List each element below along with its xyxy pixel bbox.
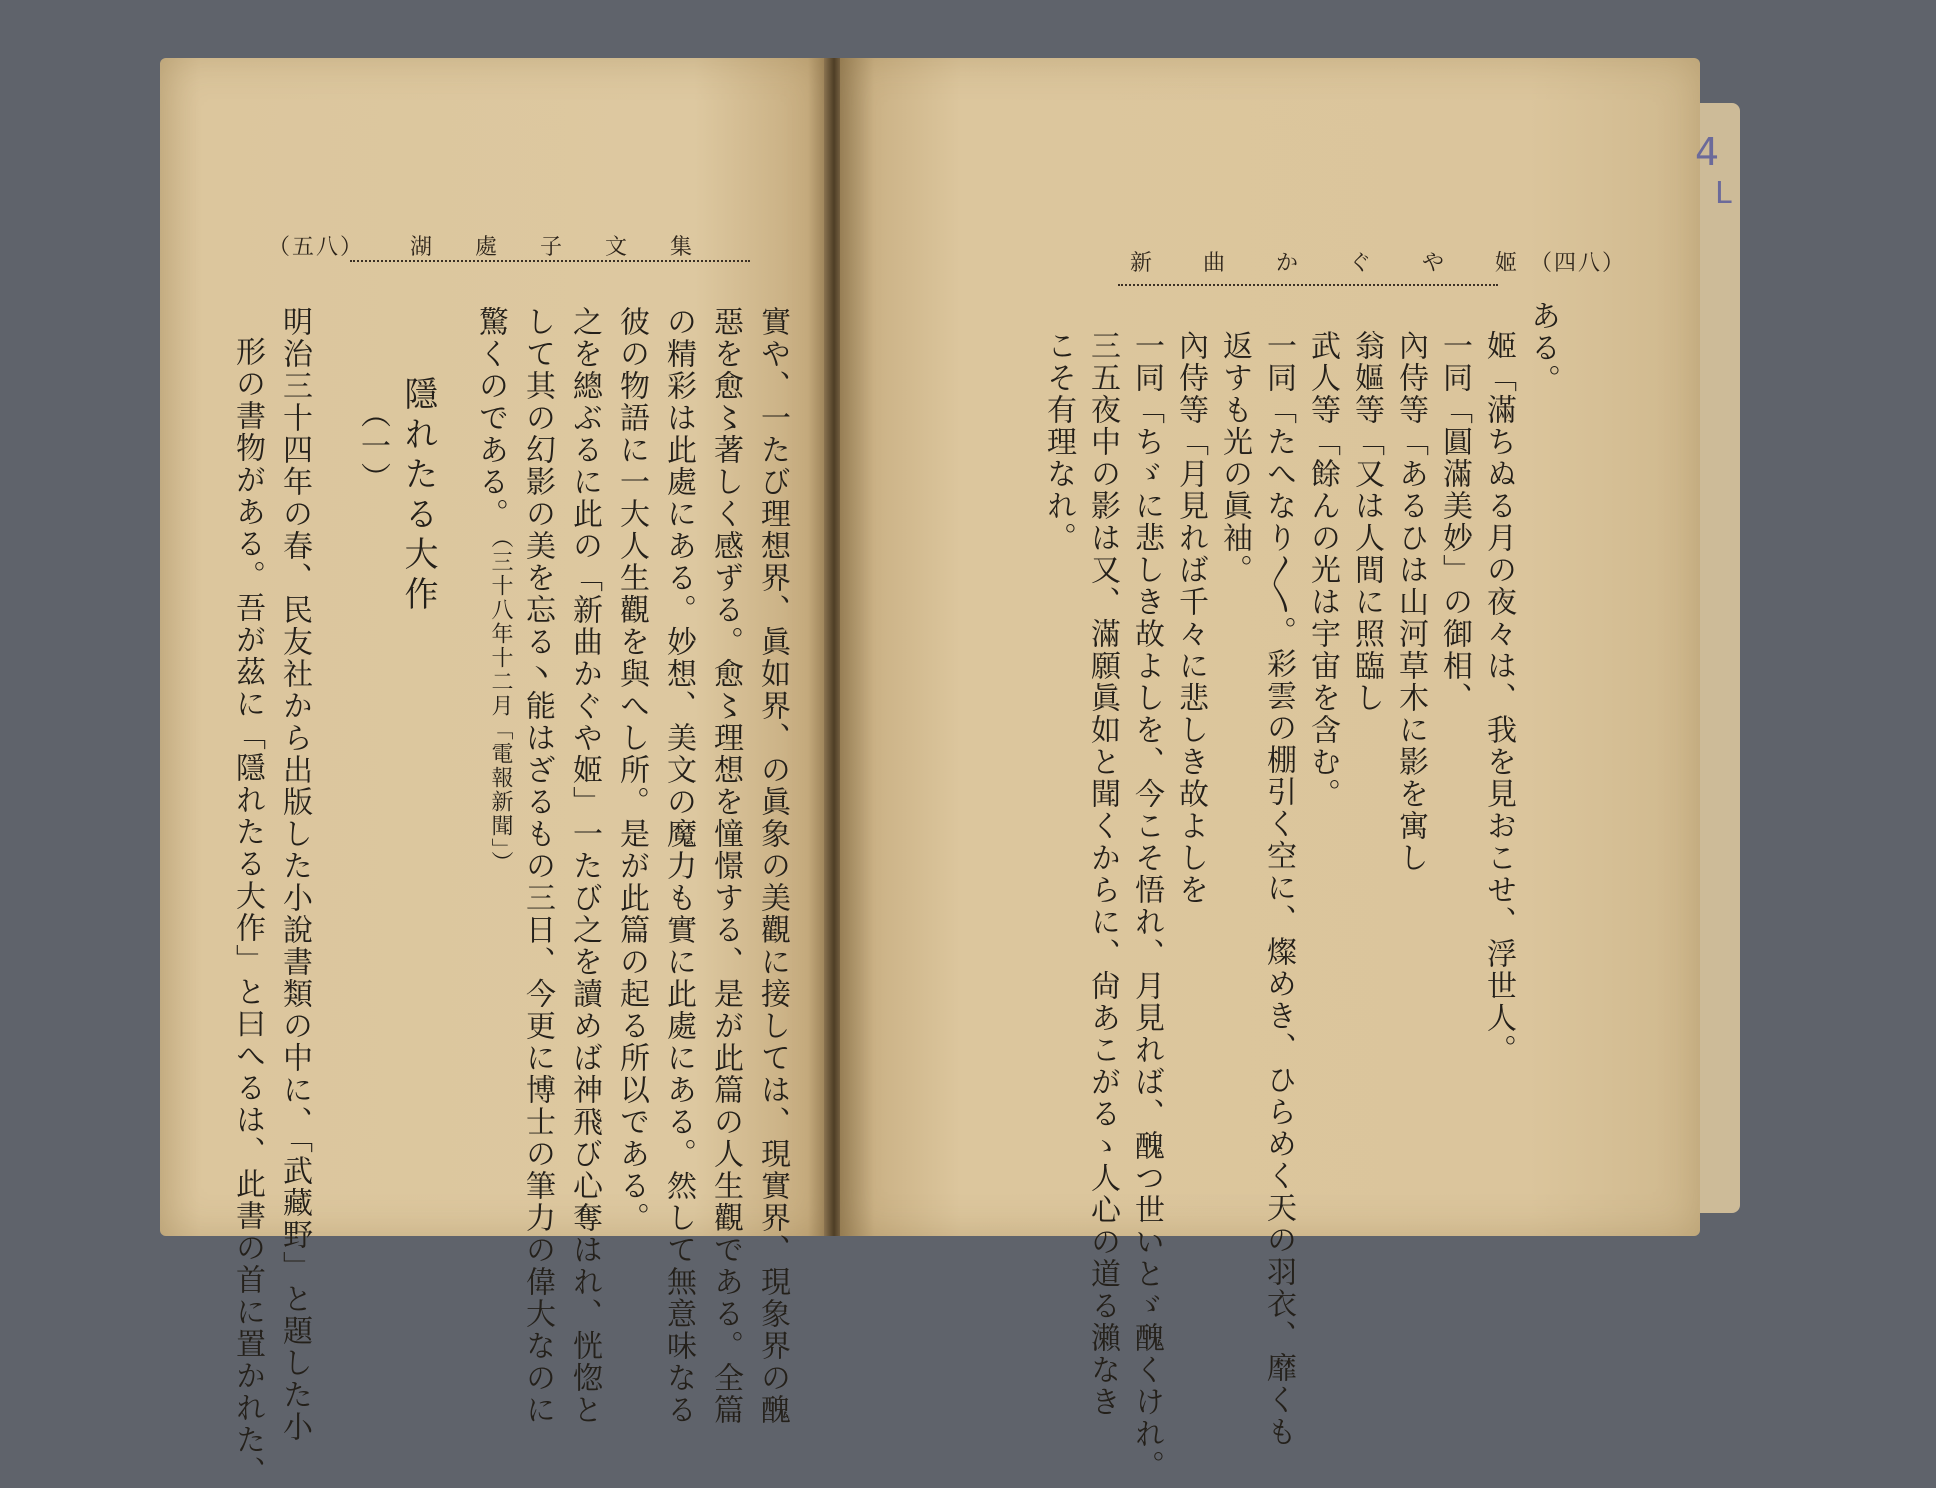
left-running-title: 湖 處 子 文 集	[410, 235, 710, 260]
handwritten-mark: ᒪ	[1715, 176, 1732, 211]
text-column: 三五夜中の影は又、滿願眞如と聞くからに、尙あこがるゝ人心の道る瀨なき	[1085, 330, 1120, 1418]
text-column: 武人等「餘んの光は宇宙を含む。	[1305, 330, 1340, 810]
right-page	[840, 58, 1700, 1482]
text-column: の精彩は此處にある。妙想、美文の魔力も實に此處にある。然して無意味なる	[661, 306, 696, 1426]
text-column: 之を總ぶるに此の「新曲かぐや姬」一たび之を讀めば神飛び心奪はれ、恍惚と	[567, 306, 602, 1426]
text-column: こそ有理なれ。	[1041, 330, 1076, 554]
text-column: 一同「たへなり〳〵。彩雲の棚引く空に、燦めき、ひらめく天の羽衣、靡くも	[1261, 330, 1296, 1448]
text-column: 一同「ちゞに悲しき故よしを、今こそ悟れ、月見れば、醜つ世いとゞ醜くけれ。	[1129, 330, 1164, 1482]
header-rule	[1118, 284, 1498, 292]
text-column: 翁嫗等「又は人間に照臨し	[1349, 330, 1384, 714]
text-column: 返すも光の眞袖。	[1217, 330, 1252, 586]
text-column: 實や、一たび理想界、眞如界、の眞象の美觀に接しては、現實界、現象界の醜	[755, 306, 790, 1426]
text-column: 內侍等「あるひは山河草木に影を寓し	[1393, 330, 1428, 874]
open-book	[160, 58, 1760, 1488]
text-column: 姬「滿ちぬる月の夜々は、我を見おこせ、浮世人。	[1481, 330, 1516, 1066]
text-column: 明治三十四年の春、民友社から出版した小說書類の中に、「武藏野」と題した小	[277, 306, 312, 1443]
text-column: して其の幻影の美を忘る丶能はざるもの三日、今更に博士の筆力の偉大なのに	[520, 306, 555, 1426]
right-page-number: （四八）	[1530, 251, 1627, 276]
text-column: 內侍等「月見れば千々に悲しき故よしを	[1173, 330, 1208, 906]
text-column: 惡を愈〻著しく感ずる。愈〻理想を憧憬する、是が此篇の人生觀である。全篇	[708, 306, 743, 1426]
right-running-title: 新 曲 か ぐ や 姬	[1130, 251, 1539, 276]
citation: （三十八年十二月「電報新聞」）	[488, 526, 513, 875]
section-number: （一）	[355, 398, 390, 494]
text-column: 一同「圓滿美妙」の御相、	[1437, 330, 1472, 714]
text-column: ある。	[1525, 300, 1560, 396]
header-rule	[350, 260, 750, 268]
handwritten-annotation: 4	[1695, 130, 1720, 174]
section-title: 隱れたる大作	[398, 376, 438, 616]
left-page	[160, 58, 828, 1488]
text-column: 形の書物がある。吾が茲に「隱れたる大作」と曰へるは、此書の首に置かれた、	[230, 336, 265, 1488]
left-page-number: （五八）	[268, 235, 365, 260]
text-column: 彼の物語に一大人生觀を與へし所。是が此篇の起る所以である。	[614, 306, 649, 1234]
text-column: 驚くのである。	[473, 306, 508, 530]
